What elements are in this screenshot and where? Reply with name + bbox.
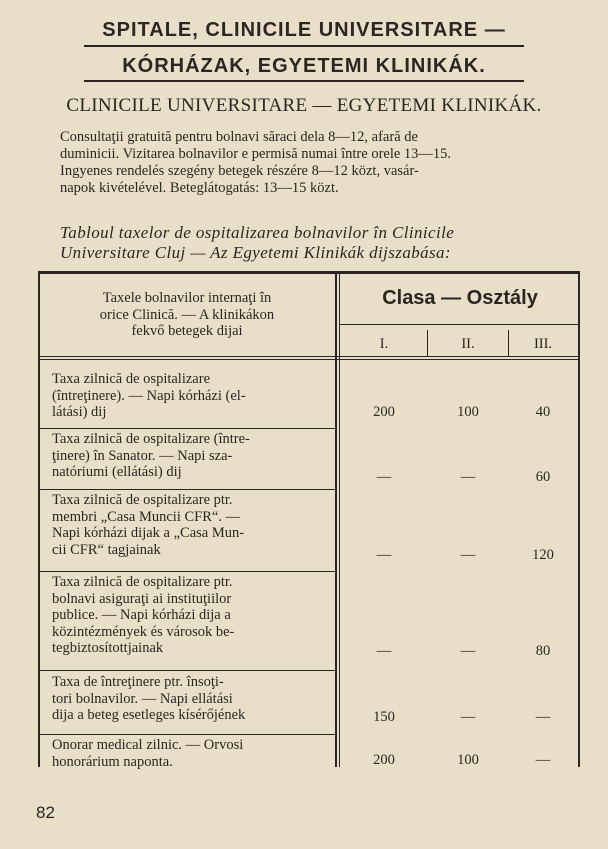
heading-romanian: SPITALE, CLINICILE UNIVERSITARE — — [102, 19, 506, 41]
intro-line: duminicii. Vizitarea bolnavilor e permisă numai între orele 13—15. — [60, 146, 452, 162]
table-row-description — [52, 492, 328, 558]
header-left-line: orice Clinică. — A klinikákon — [99, 306, 275, 323]
fee-class-i: 200 — [373, 404, 395, 420]
fee-class-iii: 40 — [535, 404, 551, 420]
class-header: Clasa — Osztály — [382, 287, 538, 309]
row-divider — [40, 489, 335, 490]
table-row-description — [52, 371, 328, 421]
intro-line: Consultaţii gratuită pentru bolnavi săraci dela 8—12, afară de — [60, 129, 418, 145]
fee-class-iii: 120 — [532, 547, 554, 563]
row-desc-line: Taxa zilnică de ospitalizare (între- — [52, 431, 250, 447]
table-title-line: Universitare Cluj — Az Egyetemi Klinikák dijszabása: — [60, 243, 451, 262]
table-right-border — [578, 271, 580, 767]
table-row-description — [52, 674, 328, 724]
fee-class-ii: 100 — [457, 404, 479, 420]
fee-class-ii: — — [460, 709, 476, 725]
heading-divider — [84, 45, 524, 47]
row-desc-line: Taxa de întreţinere ptr. însoţi- — [52, 674, 224, 690]
class-header-divider — [340, 324, 578, 325]
row-desc-line: ţinere) în Sanator. — Napi sza- — [52, 447, 233, 464]
fee-class-iii: 60 — [535, 469, 551, 485]
table-header-left — [44, 290, 330, 340]
row-desc-line: publice. — Napi kórházi dija a — [52, 607, 231, 623]
row-desc-line: honorárium naponta. — [52, 753, 173, 770]
intro-line: Ingyenes rendelés szegény betegek részére 8—12 közt, vasár- — [60, 163, 419, 179]
row-desc-line: dija a beteg esetleges kísérőjének — [52, 707, 246, 723]
row-divider — [40, 734, 335, 735]
heading-underline — [84, 80, 524, 82]
fee-class-i: 150 — [373, 709, 395, 725]
fee-class-ii: — — [460, 547, 476, 563]
row-desc-line: natóriumi (ellátási) dij — [52, 464, 182, 480]
table-column-divider — [339, 271, 340, 767]
row-desc-line: Taxa zilnică de ospitalizare ptr. — [52, 574, 233, 590]
table-column-divider — [335, 271, 337, 767]
row-desc-line: tegbiztosítottjainak — [52, 640, 164, 656]
table-row-description — [52, 431, 328, 481]
row-desc-line: látási) dij — [52, 404, 107, 420]
table-top-rule — [38, 271, 580, 274]
fee-class-i: — — [376, 643, 392, 659]
row-desc-line: (întreţinere). — Napi kórházi (el- — [52, 387, 246, 404]
row-desc-line: Onorar medical zilnic. — Orvosi — [52, 737, 244, 753]
class-column-ii: II. — [461, 336, 475, 352]
header-left-line: Taxele bolnavilor internaţi în — [102, 290, 272, 306]
page-number: 82 — [36, 803, 55, 822]
fee-class-ii: — — [460, 469, 476, 485]
row-divider — [40, 428, 335, 429]
table-row-description — [52, 737, 328, 770]
table-row-description — [52, 574, 328, 657]
table-title — [60, 223, 580, 263]
row-desc-line: cii CFR“ tagjainak — [52, 541, 161, 558]
class-column-i: I. — [379, 336, 389, 352]
fee-class-ii: 100 — [457, 752, 479, 768]
row-desc-line: Taxa zilnică de ospitalizare — [52, 371, 210, 387]
fee-class-iii: 80 — [535, 643, 551, 659]
row-divider — [40, 670, 335, 671]
row-desc-line: Napi kórházi dijak a „Casa Mun- — [52, 525, 245, 541]
fee-class-iii: — — [535, 709, 551, 725]
header-rule — [38, 356, 580, 357]
header-left-line: fekvő betegek dijai — [131, 323, 243, 339]
fee-class-i: — — [376, 547, 392, 563]
intro-line: napok kivételével. Beteglátogatás: 13—15 közt. — [60, 180, 339, 196]
fee-class-i: — — [376, 469, 392, 485]
fee-class-i: 200 — [373, 752, 395, 768]
row-desc-line: bolnavi asiguraţi ai instituţiilor — [52, 590, 232, 607]
heading-hungarian: KÓRHÁZAK, EGYETEMI KLINIKÁK. — [122, 55, 486, 77]
section-title: CLINICILE UNIVERSITARE — EGYETEMI KLINIKÁK. — [66, 95, 542, 116]
row-divider — [40, 571, 335, 572]
table-title-line: Tabloul taxelor de ospitalizarea bolnavilor în Clinicile — [60, 223, 455, 242]
class-column-iii: III. — [533, 336, 553, 352]
table-left-border — [38, 271, 40, 767]
row-desc-line: membri „Casa Muncii CFR“. — — [52, 508, 241, 525]
intro-paragraph — [60, 129, 578, 197]
fee-class-ii: — — [460, 643, 476, 659]
row-desc-line: közintézmények és városok be- — [52, 623, 235, 640]
header-rule — [38, 359, 580, 360]
fee-class-iii: — — [535, 752, 551, 768]
row-desc-line: tori bolnavilor. — Napi ellátási — [52, 690, 233, 707]
row-desc-line: Taxa zilnică de ospitalizare ptr. — [52, 492, 233, 508]
